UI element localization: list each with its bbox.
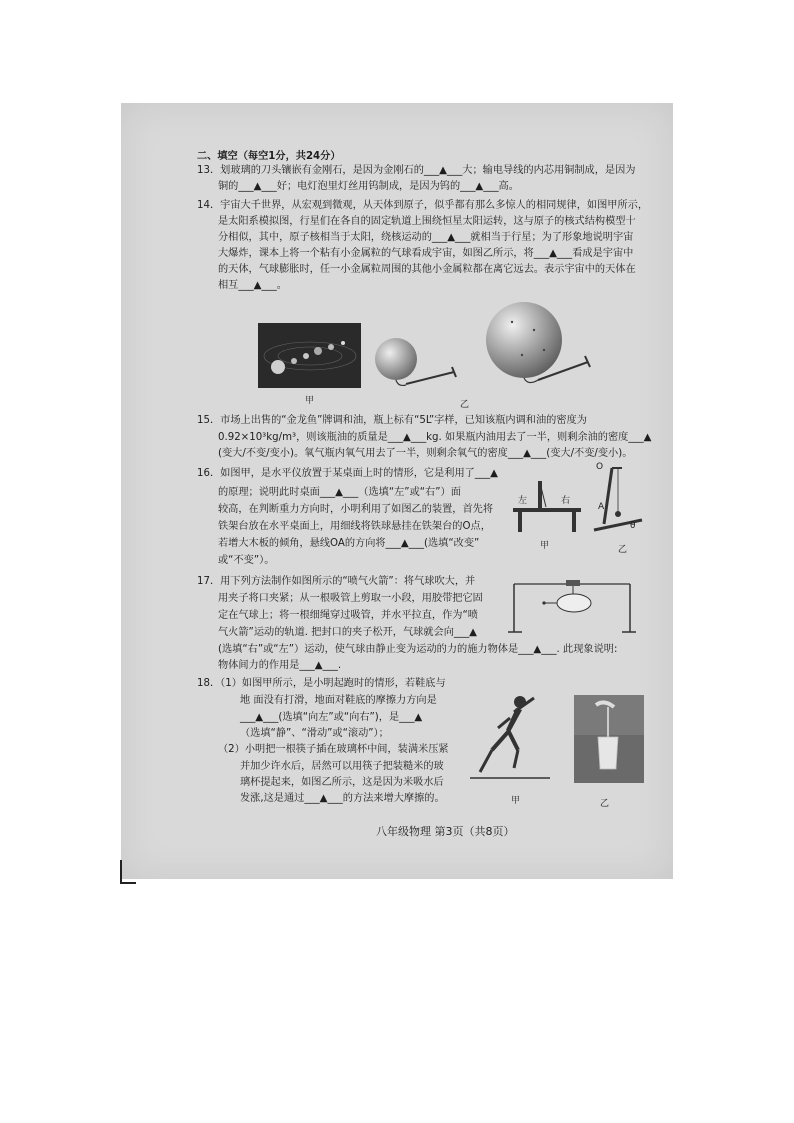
q17-line-1: 17．用下列方法制作如图所示的“喷气火箭”：将气球吹大，并 bbox=[197, 576, 476, 587]
q14-line-4: 大爆炸，课本上将一个粘有小金属粒的气球看成宇宙，如图乙所示，将___▲___看成是宇宙中 bbox=[218, 248, 634, 259]
q16-line-1: 16．如图甲，是水平仪放置于某桌面上时的情形，它是利用了___▲ bbox=[197, 468, 498, 479]
q18-line-2: 地 面没有打滑，地面对鞋底的摩擦力方向是 bbox=[240, 695, 437, 706]
q13-line-1: 13．划玻璃的刀头镶嵌有金刚石，是因为金刚石的___▲___大；输电导线的内芯用铜制成，是因为 bbox=[197, 165, 636, 176]
label-o: O bbox=[596, 462, 604, 472]
q16-line-3: 较高，在判断重力方向时，小明利用了如图乙的装置，首先将 bbox=[218, 504, 494, 515]
q18-line-3: ___▲___(选填“向左”或“向右”)，是___▲ bbox=[240, 712, 423, 723]
label-left: 左 bbox=[518, 496, 528, 506]
q16-line-5: 若增大木板的倾角，悬线OA的方向将___▲___(选填“改变” bbox=[218, 538, 480, 549]
figure-caption-jia: 甲 bbox=[511, 796, 521, 806]
q16-line-2: 的原理；说明此时桌面___▲___（选填“左”或“右”）面 bbox=[218, 487, 461, 498]
q14-line-5: 的天体，气球膨胀时，任一小金属粒周围的其他小金属粒都在离它远去。表示宇宙中的天体在 bbox=[218, 264, 636, 275]
large-balloon-figure bbox=[484, 300, 596, 390]
rice-cup-figure bbox=[574, 695, 644, 783]
q18-line-4: （选填“静”、“滑动”或“滚动”）； bbox=[240, 728, 389, 739]
q14-line-2: 是太阳系模拟图，行星们在各自的固定轨道上围绕恒星太阳运转，这与原子的核式结构模型十 bbox=[218, 216, 636, 227]
q13-line-2: 铜的___▲___好；电灯泡里灯丝用钨制成，是因为钨的___▲___高。 bbox=[218, 181, 519, 192]
label-theta: θ bbox=[630, 521, 636, 531]
q18-line-6: 并加少许水后，居然可以用筷子把装糙米的玻 bbox=[240, 761, 444, 772]
q15-line-3: (变大/不变/变小)。氧气瓶内氧气用去了一半，则剩余氧气的密度___▲___(变大/不变/变小)。 bbox=[218, 448, 633, 459]
page-footer: 八年级物理 第3页（共8页） bbox=[376, 825, 515, 838]
q18-line-7: 璃杯提起来，如图乙所示，这是因为米吸水后 bbox=[240, 777, 444, 788]
balloon-rocket-figure bbox=[508, 574, 636, 636]
q17-line-6: 物体间力的作用是___▲___. bbox=[218, 660, 342, 671]
sprinter-figure bbox=[470, 688, 560, 782]
figure-caption-jia: 甲 bbox=[540, 541, 550, 551]
q15-line-1: 15．市场上出售的“金龙鱼”牌调和油，瓶上标有“5L”字样，已知该瓶内调和油的密度为 bbox=[197, 415, 587, 426]
q14-line-6: 相互___▲___。 bbox=[218, 280, 287, 291]
q17-line-3: 定在气球上；将一根细绳穿过吸管，并水平拉直，作为“喷 bbox=[218, 610, 478, 621]
figure-caption-jia: 甲 bbox=[305, 396, 315, 406]
solar-system-figure bbox=[258, 323, 361, 388]
q16-line-6: 或“不变”）。 bbox=[218, 555, 275, 566]
q15-line-2: 0.92×10³kg/m³，则该瓶油的质量是___▲___kg. 如果瓶内油用去了一半，则剩余油的密度___▲ bbox=[218, 432, 652, 443]
q17-line-4: 气火箭”运动的轨道. 把封口的夹子松开，气球就会向___▲ bbox=[218, 627, 477, 638]
q18-line-8: 发涨,这是通过___▲___的方法来增大摩擦的。 bbox=[240, 793, 445, 804]
q14-line-3: 分相似，其中，原子核相当于太阳，绕核运动的___▲___就相当于行星；为了形象地说明宇宙 bbox=[218, 232, 634, 243]
corner-mark bbox=[120, 860, 136, 884]
plumb-line-figure bbox=[592, 462, 648, 534]
section-title: 二、填空（每空1分，共24分） bbox=[197, 151, 341, 162]
small-balloon-figure bbox=[372, 335, 462, 390]
figure-caption-yi: 乙 bbox=[460, 400, 470, 410]
q17-line-2: 用夹子将口夹紧；从一根吸管上剪取一小段，用胶带把它固 bbox=[218, 593, 483, 604]
label-a: A bbox=[598, 502, 605, 512]
figure-caption-yi: 乙 bbox=[618, 545, 628, 555]
q18-line-1: 18．（1）如图甲所示，是小明起跑时的情形，若鞋底与 bbox=[197, 678, 446, 689]
q14-line-1: 14．宇宙大千世界，从宏观到微观，从天体到原子，似乎都有那么多惊人的相同规律，如图甲所示， bbox=[197, 200, 649, 211]
label-right: 右 bbox=[561, 496, 571, 506]
q16-line-4: 铁架台放在水平桌面上，用细线将铁球悬挂在铁架台的O点， bbox=[218, 521, 491, 532]
figure-caption-yi: 乙 bbox=[600, 799, 610, 809]
q18-line-5: （2）小明把一根筷子插在玻璃杯中间，装满米压紧 bbox=[218, 744, 449, 755]
q17-line-5: (选填“右”或“左”）运动，使气球由静止变为运动的力的施力物体是___▲___. 此现象说明: bbox=[218, 644, 618, 655]
